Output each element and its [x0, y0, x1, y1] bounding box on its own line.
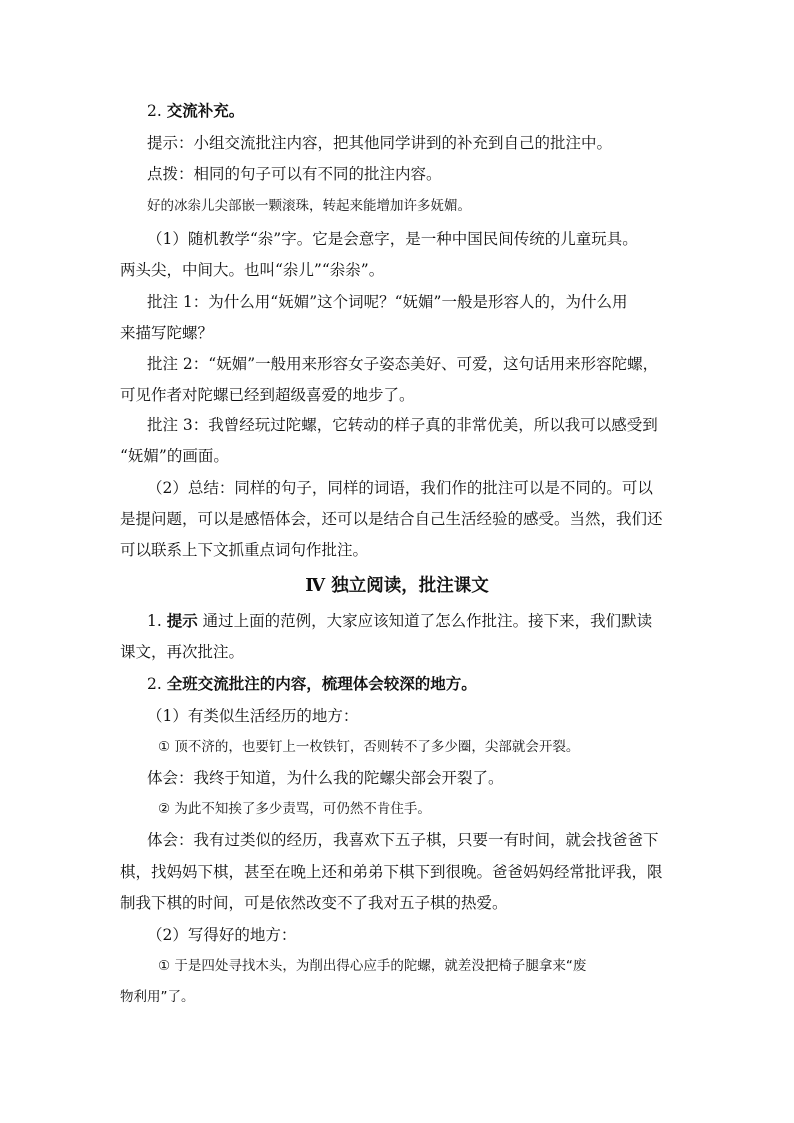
annotation-3-line-1: 批注 3：我曾经玩过陀螺，它转动的样子真的非常优美，所以我可以感受到 — [147, 416, 658, 434]
annotation-2-line-2: 可见作者对陀螺已经到超级喜爱的地步了。 — [120, 386, 415, 404]
paragraph-read-line-1: 1. 提示 通过上面的范例，大家应该知道了怎么作批注。接下来，我们默读 — [147, 611, 653, 630]
quote-sentence: 好的冰尜儿尖部嵌一颗滚珠，转起来能增加许多妩媚。 — [147, 198, 471, 214]
section-heading: Ⅳ 独立阅读，批注课文 — [305, 576, 489, 596]
reflection-2-line-1: 体会：我有过类似的经历，我喜欢下五子棋，只要一有时间，就会找爸爸下 — [147, 831, 659, 849]
summary-line-3: 可以联系上下文抓重点词句作批注。 — [120, 541, 369, 559]
summary-line-1: （2）总结：同样的句子，同样的词语，我们作的批注可以是不同的。可以 — [147, 479, 653, 497]
subheading-well-written: （2）写得好的地方： — [147, 926, 297, 944]
annotation-3-line-2: “妩媚”的画面。 — [120, 447, 229, 465]
reflection-2-line-2: 棋，找妈妈下棋，甚至在晚上还和弟弟下棋下到很晚。爸爸妈妈经常批评我，限 — [120, 863, 663, 881]
quote-3-line-1: ① 于是四处寻找木头，为削出得心应手的陀螺，就差没把椅子腿拿来“废 — [158, 958, 587, 974]
annotation-1-line-2: 来描写陀螺？ — [120, 324, 214, 342]
paragraph-teach-line-2: 两头尖，中间大。也叫“尜儿”“尜尜”。 — [120, 261, 385, 279]
paragraph-read-line-2: 课文，再次批注。 — [120, 643, 245, 661]
paragraph-class-exchange-heading: 2. 全班交流批注的内容，梳理体会较深的地方。 — [147, 674, 477, 693]
paragraph-teach-line-1: （1）随机教学“尜”字。它是会意字，是一种中国民间传统的儿童玩具。 — [147, 230, 638, 248]
quote-3-line-2: 物利用”了。 — [120, 989, 195, 1005]
summary-line-2: 是提问题，可以是感悟体会，还可以是结合自己生活经验的感受。当然，我们还 — [120, 510, 663, 528]
reflection-2-line-3: 制我下棋的时间，可是依然改变不了我对五子棋的热爱。 — [120, 894, 508, 912]
reflection-1: 体会：我终于知道，为什么我的陀螺尖部会开裂了。 — [147, 769, 504, 787]
quote-2: ② 为此不知挨了多少责骂，可仍然不肯住手。 — [158, 801, 431, 817]
paragraph-hint: 点拨：相同的句子可以有不同的批注内容。 — [147, 165, 442, 183]
subheading-life-experience: （1）有类似生活经历的地方： — [147, 707, 359, 725]
quote-1: ① 顶不济的，也要钉上一枚铁钉，否则转不了多少圈，尖部就会开裂。 — [158, 739, 580, 755]
annotation-2-line-1: 批注 2：“妩媚”一般用来形容女子姿态美好、可爱，这句话用来形容陀螺， — [147, 355, 659, 373]
paragraph-exchange-heading: 2. 交流补充。 — [147, 101, 245, 120]
paragraph-tip: 提示：小组交流批注内容，把其他同学讲到的补充到自己的批注中。 — [147, 134, 613, 152]
annotation-1-line-1: 批注 1：为什么用“妩媚”这个词呢？“妩媚”一般是形容人的，为什么用 — [147, 293, 628, 311]
